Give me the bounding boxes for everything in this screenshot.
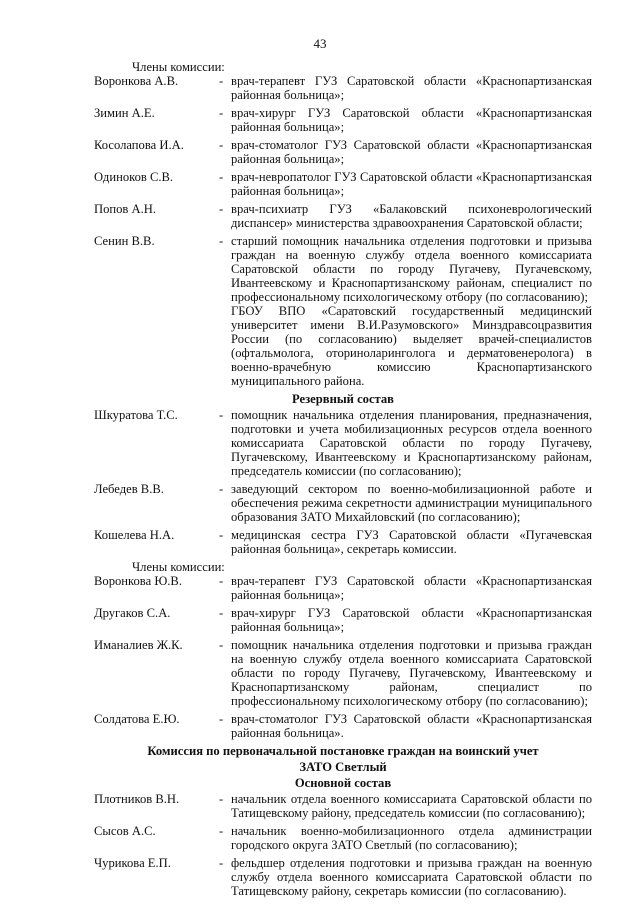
member-name: Чурикова Е.П. [94,856,171,870]
member-row [94,482,592,524]
member-desc: врач-хирург ГУЗ Саратовской области «Краснопартизанская районная больница»; [231,606,592,634]
main-composition-heading: Основной состав [294,776,392,790]
dash: - [219,138,224,152]
university-note: ГБОУ ВПО «Саратовский государственный медицинский университет имени В.И.Разумовского» Минздравсоцразвития России (по согласованию) выделяет врачей-специалистов (офтальмолога, оториноларинголога и дерматовенеролога) в военно-врачебную комиссию Краснопартизанского муниципального района. [231,304,592,388]
member-name: Воронкова Ю.В. [94,574,182,588]
member-row [94,234,592,304]
page-number: 43 [313,36,327,51]
member-row [94,574,592,602]
member-desc: врач-невропатолог ГУЗ Саратовской области «Краснопартизанская районная больница»; [231,170,592,198]
reserve-leaders-list [94,408,592,556]
member-row [94,606,592,634]
member-name: Солдатова Е.Ю. [94,712,180,726]
member-desc: врач-стоматолог ГУЗ Саратовской области «Краснопартизанская районная больница»; [231,138,592,166]
member-desc: помощник начальника отделения подготовки и призыва граждан на военную службу отдела военного комиссариата Саратовской области по городу Пугачеву, Пугачевскому, Ивантеевскому и Краснопартизанскому районам, специалист по профессиональному психологическому отбору (по согласованию); [231,638,592,708]
member-desc: врач-терапевт ГУЗ Саратовской области «Краснопартизанская районная больница»; [231,74,592,102]
member-row [94,106,592,134]
member-name: Иманалиев Ж.К. [94,638,183,652]
dash: - [219,202,224,216]
dash: - [219,792,224,806]
member-name: Шкуратова Т.С. [94,408,178,422]
member-name: Кошелева Н.А. [94,528,175,542]
member-row [94,856,592,898]
member-desc: врач-терапевт ГУЗ Саратовской области «Краснопартизанская районная больница»; [231,574,592,602]
commission2-members-list [94,792,592,898]
dash: - [219,824,224,838]
member-name: Другаков С.А. [94,606,171,620]
members-list-1 [94,74,592,304]
member-name: Воронкова А.В. [94,74,179,88]
dash: - [219,712,224,726]
member-desc: медицинская сестра ГУЗ Саратовской области «Пугачевская районная больница», секретарь комиссии. [231,528,592,556]
dash: - [219,106,224,120]
document-body [94,60,592,902]
member-name: Плотников В.Н. [94,792,180,806]
member-name: Косолапова И.А. [94,138,184,152]
members-label: Члены комиссии: [132,60,225,74]
dash: - [219,574,224,588]
reserve-heading: Резервный состав [292,392,394,406]
member-desc: врач-психиатр ГУЗ «Балаковский психоневрологический диспансер» министерства здравоохранения Саратовской области; [231,202,592,230]
member-row [94,824,592,852]
member-desc: врач-хирург ГУЗ Саратовской области «Краснопартизанская районная больница»; [231,106,592,134]
member-name: Сенин В.В. [94,234,155,248]
member-name: Попов А.Н. [94,202,157,216]
member-name: Сысов А.С. [94,824,156,838]
member-row [94,138,592,166]
dash: - [219,170,224,184]
member-row [94,74,592,102]
dash: - [219,528,224,542]
dash: - [219,482,224,496]
dash: - [219,856,224,870]
member-name: Лебедев В.В. [94,482,164,496]
members-label: Члены комиссии: [132,560,225,574]
dash: - [219,234,224,248]
dash: - [219,606,224,620]
member-row [94,170,592,198]
member-desc: начальник отдела военного комиссариата Саратовской области по Татищевскому району, председатель комиссии (по согласованию); [231,792,592,820]
reserve-members-list [94,574,592,740]
member-desc: начальник военно-мобилизационного отдела администрации городского округа ЗАТО Светлый (по согласованию); [231,824,592,852]
member-row [94,202,592,230]
dash: - [219,638,224,652]
member-row [94,528,592,556]
commission-heading: Комиссия по первоначальной постановке граждан на воинский учет [147,744,539,758]
dash: - [219,74,224,88]
member-row [94,638,592,708]
member-name: Зимин А.Е. [94,106,155,120]
commission-subtitle: ЗАТО Светлый [299,760,387,774]
dash: - [219,408,224,422]
member-row [94,792,592,820]
member-row [94,712,592,740]
member-name: Одиноков С.В. [94,170,174,184]
member-desc: помощник начальника отделения планирования, предназначения, подготовки и учета мобилизационных ресурсов отдела военного комиссариата Саратовской области по городу Пугачеву, Пугачевскому, Ивантеевскому и Краснопартизанскому районам, председатель комиссии (по согласованию); [231,408,592,478]
member-row [94,408,592,478]
member-desc: заведующий сектором по военно-мобилизационной работе и обеспечения режима секретности администрации муниципального образования ЗАТО Михайловский (по согласованию); [231,482,592,524]
member-desc: врач-стоматолог ГУЗ Саратовской области «Краснопартизанская районная больница». [231,712,592,740]
member-desc: старший помощник начальника отделения подготовки и призыва граждан на военную службу отдела военного комиссариата Саратовской области по городу Пугачеву, Пугачевскому, Ивантеевскому и Краснопартизанскому районам, специалист по профессиональному психологическому отбору (по согласованию); [231,234,592,304]
member-desc: фельдшер отделения подготовки и призыва граждан на военную службу отдела военного комиссариата Саратовской области по Татищевскому району, секретарь комиссии (по согласованию). [231,856,592,898]
